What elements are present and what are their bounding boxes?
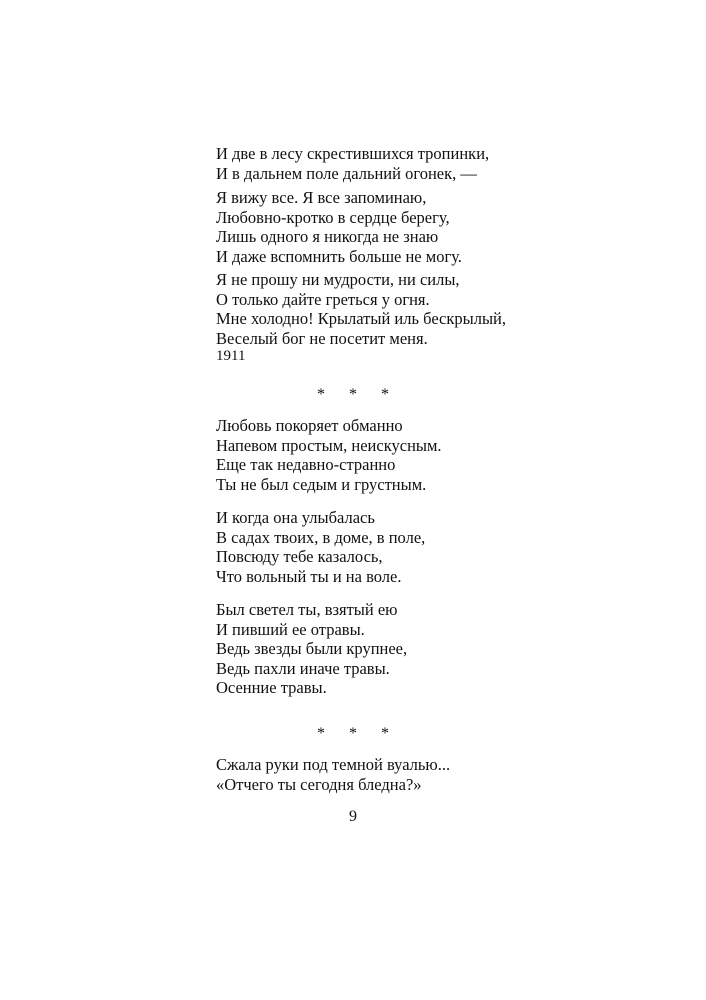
poem-line: Я вижу все. Я все запоминаю,	[216, 188, 427, 207]
section-separator: * * *	[317, 386, 399, 403]
poem-line: Был светел ты, взятый ею	[216, 600, 398, 619]
poem-line: И даже вспомнить больше не могу.	[216, 246, 462, 266]
page-number: 9	[349, 808, 357, 825]
poem-2-stanza-2	[216, 508, 636, 586]
poem-line: Повсюду тебе казалось,	[216, 547, 383, 566]
poem-line: И в дальнем поле дальний огонек, —	[216, 163, 477, 183]
poem-1-stanza-1	[216, 144, 636, 183]
poem-line: Мне холодно! Крылатый иль бескрылый,	[216, 309, 507, 328]
poem-line: Любовно-кротко в сердце берегу,	[216, 207, 450, 227]
poem-line: В садах твоих, в доме, в поле,	[216, 527, 426, 547]
poem-line: Веселый бог не посетит меня.	[216, 328, 428, 348]
poem-line: Я не прошу ни мудрости, ни силы,	[216, 270, 460, 289]
poem-line: Любовь покоряет обманно	[216, 416, 403, 435]
poem-line: Сжала руки под темной вуалью...	[216, 755, 451, 774]
poem-line: О только дайте греться у огня.	[216, 289, 430, 309]
poem-line: Ты не был седым и грустным.	[216, 474, 427, 494]
poem-line: И когда она улыбалась	[216, 508, 375, 527]
poem-1-date	[216, 347, 636, 365]
poem-year: 1911	[216, 348, 246, 364]
poem-2-stanza-1	[216, 416, 636, 494]
section-separator: * * *	[317, 725, 399, 742]
poem-line: Ведь пахли иначе травы.	[216, 658, 390, 678]
poem-2-stanza-3	[216, 600, 636, 698]
poem-line: Еще так недавно-странно	[216, 455, 396, 474]
poem-1-stanza-3	[216, 270, 636, 348]
poem-line: Осенние травы.	[216, 678, 327, 697]
poem-line: Напевом простым, неискусным.	[216, 435, 442, 455]
poem-line: Лишь одного я никогда не знаю	[216, 227, 439, 246]
poem-line: «Отчего ты сегодня бледна?»	[216, 774, 422, 794]
poem-line: Что вольный ты и на воле.	[216, 566, 402, 586]
poem-3-stanza-1	[216, 755, 636, 794]
poem-line: И пивший ее отравы.	[216, 619, 365, 639]
poem-1-stanza-2	[216, 188, 636, 266]
poem-line: Ведь звезды были крупнее,	[216, 639, 408, 658]
poem-line: И две в лесу скрестившихся тропинки,	[216, 144, 490, 163]
